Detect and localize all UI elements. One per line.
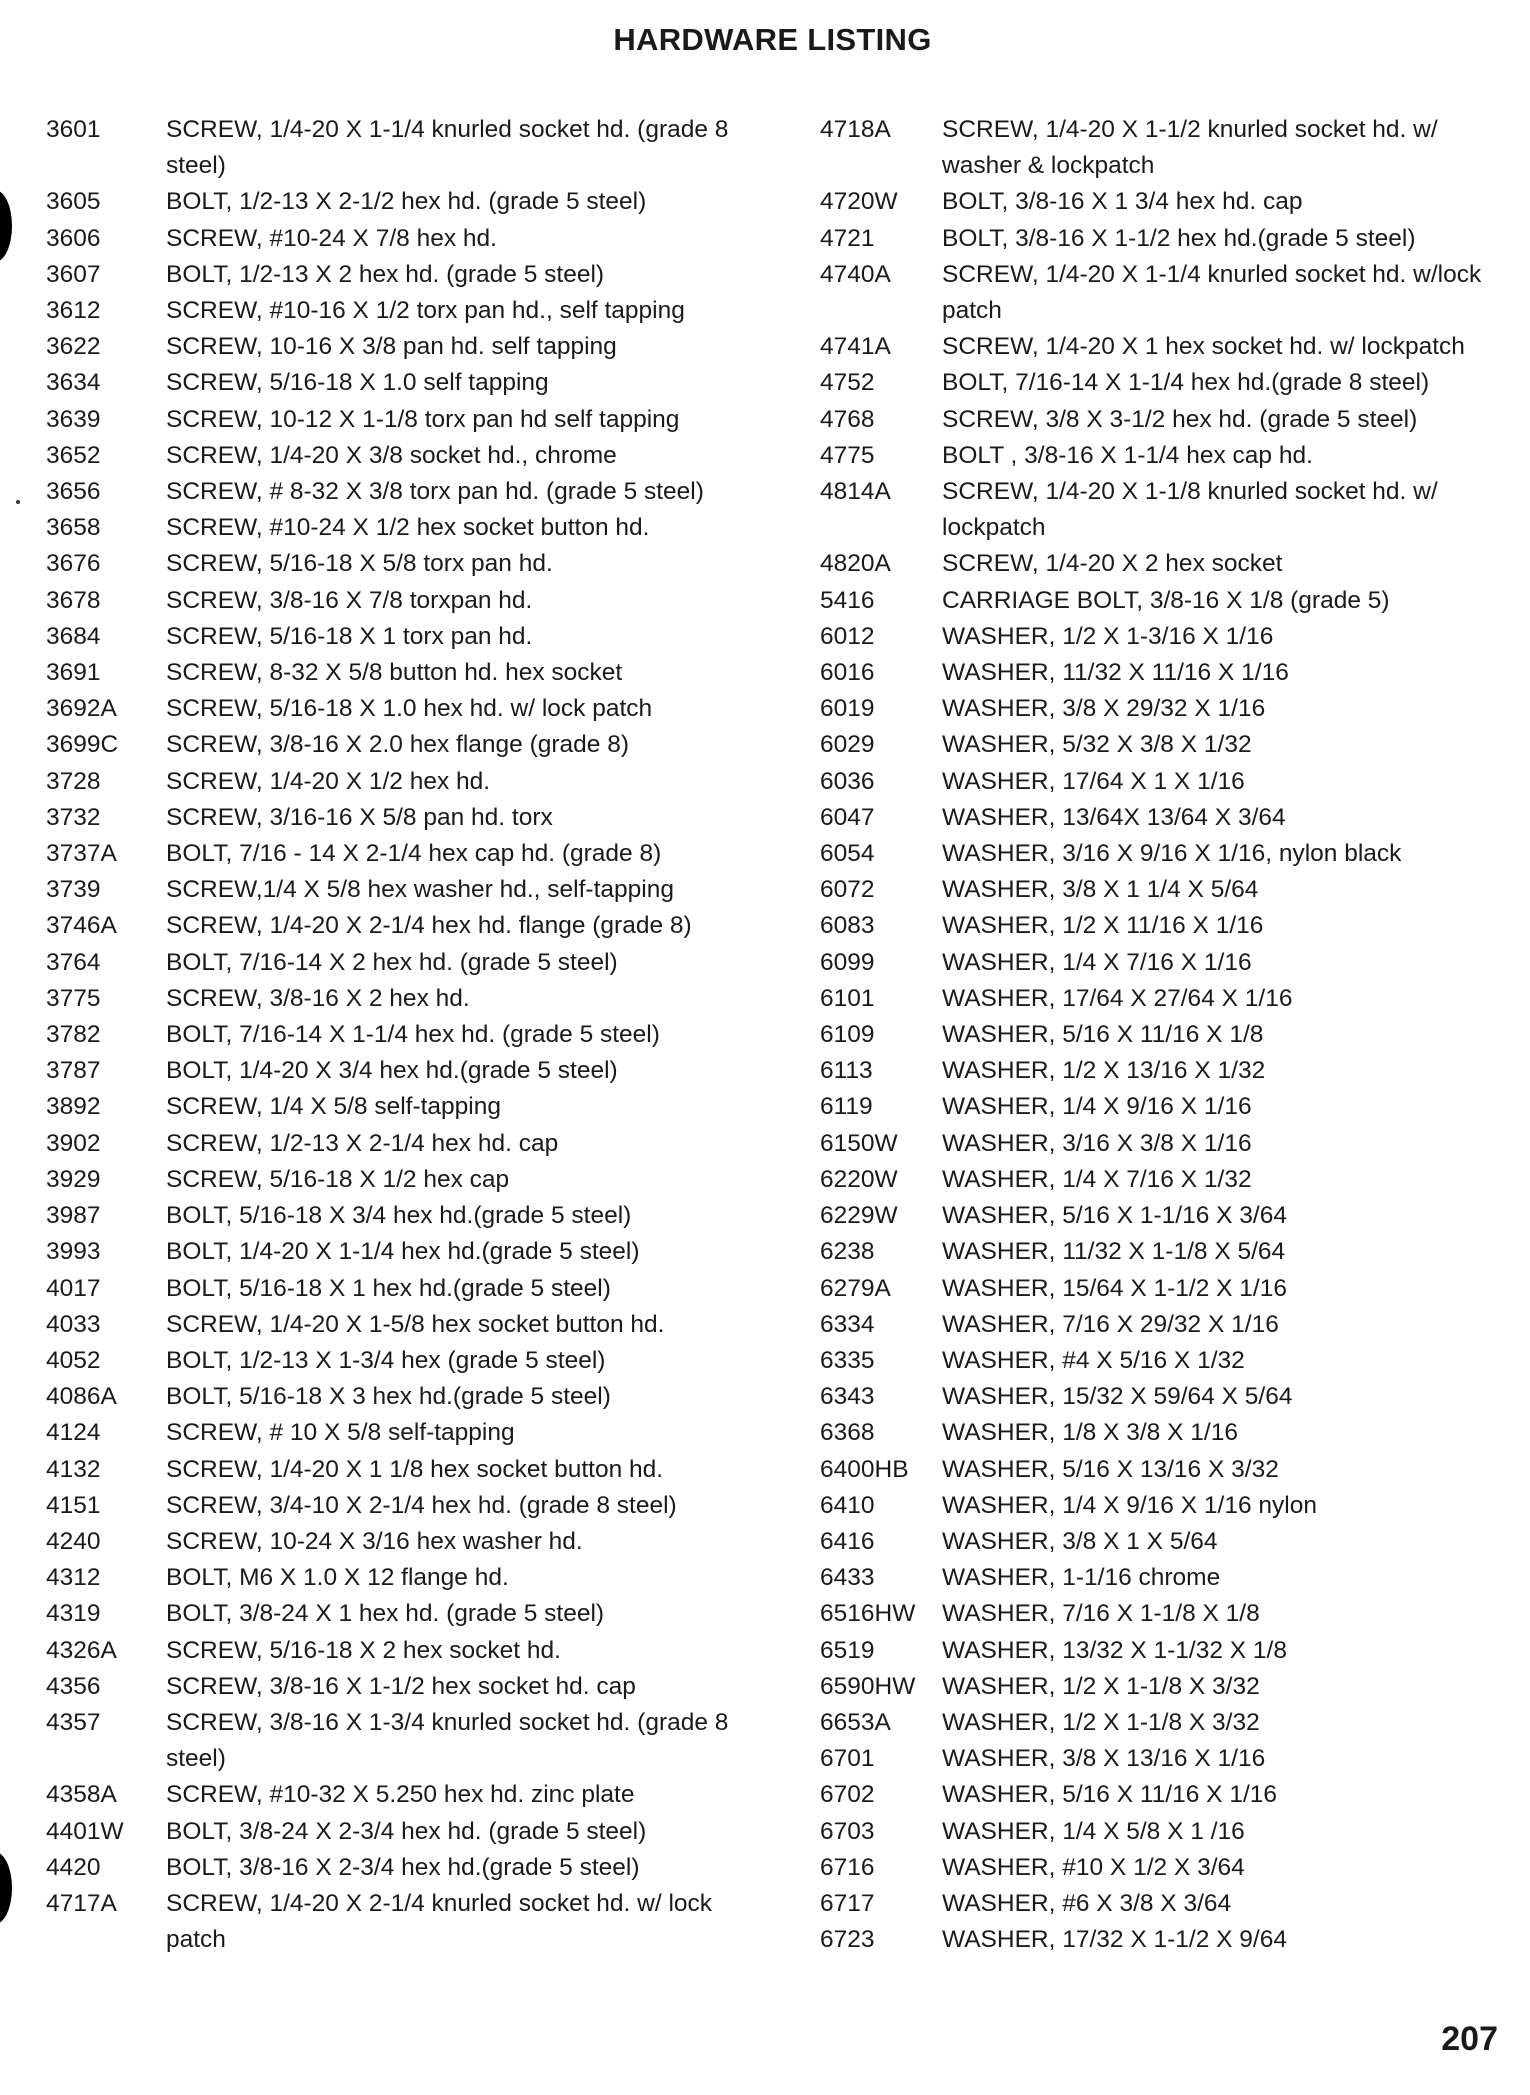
part-number: 3691 xyxy=(46,659,101,687)
part-description: SCREW, #10-16 X 1/2 torx pan hd., self tapping xyxy=(166,297,685,325)
part-description: SCREW, 1/4-20 X 2-1/4 hex hd. flange (grade 8) xyxy=(166,912,692,940)
hardware-row xyxy=(46,402,746,438)
part-description: WASHER, 3/8 X 13/16 X 1/16 xyxy=(942,1745,1266,1773)
part-number: 3601 xyxy=(46,116,101,143)
hardware-row xyxy=(820,1198,1500,1234)
part-number: 3902 xyxy=(46,1129,101,1157)
hardware-row xyxy=(820,1560,1500,1596)
part-description: BOLT, 1/2-13 X 2-1/2 hex hd. (grade 5 steel) xyxy=(166,188,647,216)
part-number: 6368 xyxy=(820,1419,875,1447)
part-description: BOLT, 3/8-24 X 1 hex hd. (grade 5 steel) xyxy=(166,1600,605,1628)
part-number: 3639 xyxy=(46,405,101,433)
hardware-row xyxy=(46,800,746,836)
part-description: WASHER, 13/32 X 1-1/32 X 1/8 xyxy=(942,1636,1287,1664)
hardware-row xyxy=(46,1452,746,1488)
part-description: WASHER, 17/64 X 27/64 X 1/16 xyxy=(942,984,1293,1012)
part-description: SCREW,1/4 X 5/8 hex washer hd., self-tapping xyxy=(166,876,674,904)
hardware-row xyxy=(46,1705,746,1777)
part-description: WASHER, 3/8 X 1 X 5/64 xyxy=(942,1527,1218,1555)
part-description: WASHER, 15/32 X 59/64 X 5/64 xyxy=(942,1383,1293,1411)
hardware-row xyxy=(46,365,746,401)
hardware-row xyxy=(46,1814,746,1850)
part-description: SCREW, 5/16-18 X 5/8 torx pan hd. xyxy=(166,550,553,578)
part-description: SCREW, 1/4-20 X 1-5/8 hex socket button hd. xyxy=(166,1310,665,1338)
hardware-row xyxy=(820,329,1500,365)
hardware-list-left-column xyxy=(46,112,746,1958)
hardware-row xyxy=(820,945,1500,981)
part-description: SCREW, 3/8-16 X 1-1/2 hex socket hd. cap xyxy=(166,1672,636,1700)
hardware-row xyxy=(46,546,746,582)
hardware-row xyxy=(820,365,1500,401)
part-number: 4052 xyxy=(46,1346,101,1374)
part-description: SCREW, 1/4-20 X 2-1/4 knurled socket hd. w/ lock patch xyxy=(166,1889,713,1954)
hardware-row xyxy=(46,945,746,981)
page-number: 207 xyxy=(1441,2020,1498,2058)
part-number: 6433 xyxy=(820,1564,875,1592)
part-number: 6083 xyxy=(820,912,875,940)
part-description: BOLT, 3/8-16 X 1-1/2 hex hd.(grade 5 steel) xyxy=(942,224,1416,252)
hardware-row xyxy=(46,1053,746,1089)
hardware-row xyxy=(820,1307,1500,1343)
part-number: 6238 xyxy=(820,1238,875,1266)
part-number: 6717 xyxy=(820,1889,875,1917)
hardware-row xyxy=(820,691,1500,727)
hardware-row xyxy=(820,1379,1500,1415)
hardware-row xyxy=(820,981,1500,1017)
part-description: CARRIAGE BOLT, 3/8-16 X 1/8 (grade 5) xyxy=(942,586,1390,614)
part-number: 4356 xyxy=(46,1672,101,1700)
hardware-row xyxy=(820,1162,1500,1198)
part-description: WASHER, 1/2 X 13/16 X 1/32 xyxy=(942,1057,1266,1085)
hardware-row xyxy=(820,727,1500,763)
part-description: WASHER, 7/16 X 1-1/8 X 1/8 xyxy=(942,1600,1260,1628)
part-number: 6229W xyxy=(820,1202,898,1230)
part-description: SCREW, 3/8-16 X 2 hex hd. xyxy=(166,984,470,1012)
hardware-row xyxy=(46,1886,746,1958)
part-number: 6400HB xyxy=(820,1455,909,1483)
hardware-row xyxy=(820,1814,1500,1850)
part-description: SCREW, 5/16-18 X 1.0 hex hd. w/ lock patch xyxy=(166,695,653,723)
hardware-row xyxy=(820,908,1500,944)
part-number: 4741A xyxy=(820,333,891,361)
part-number: 4326A xyxy=(46,1636,117,1664)
hardware-row xyxy=(820,221,1500,257)
part-number: 6334 xyxy=(820,1310,875,1338)
part-number: 3787 xyxy=(46,1057,101,1085)
hardware-row xyxy=(820,836,1500,872)
part-number: 4721 xyxy=(820,224,875,252)
part-number: 3929 xyxy=(46,1165,101,1193)
hardware-row xyxy=(46,1415,746,1451)
part-description: BOLT, 1/4-20 X 1-1/4 hex hd.(grade 5 steel) xyxy=(166,1238,640,1266)
part-description: WASHER, 1/4 X 9/16 X 1/16 xyxy=(942,1093,1252,1121)
part-number: 6590HW xyxy=(820,1672,916,1700)
part-description: BOLT, 7/16-14 X 2 hex hd. (grade 5 steel) xyxy=(166,948,618,976)
part-number: 4033 xyxy=(46,1310,101,1338)
part-number: 6099 xyxy=(820,948,875,976)
part-number: 6036 xyxy=(820,767,875,795)
part-number: 3622 xyxy=(46,333,101,361)
part-number: 3746A xyxy=(46,912,117,940)
part-number: 6516HW xyxy=(820,1600,916,1628)
hardware-row xyxy=(820,619,1500,655)
part-number: 3728 xyxy=(46,767,101,795)
hardware-row xyxy=(820,474,1500,546)
scan-speck xyxy=(16,500,20,504)
hardware-row xyxy=(46,474,746,510)
part-number: 3782 xyxy=(46,1021,101,1049)
page-title: HARDWARE LISTING xyxy=(613,22,932,57)
part-description: BOLT, 7/16-14 X 1-1/4 hex hd.(grade 8 steel) xyxy=(942,369,1430,397)
part-number: 4151 xyxy=(46,1491,101,1519)
part-description: SCREW, 1/2-13 X 2-1/4 hex hd. cap xyxy=(166,1129,559,1157)
part-description: WASHER, 3/16 X 9/16 X 1/16, nylon black xyxy=(942,840,1402,868)
part-description: WASHER, 1/4 X 7/16 X 1/32 xyxy=(942,1165,1252,1193)
part-number: 6019 xyxy=(820,695,875,723)
part-number: 3676 xyxy=(46,550,101,578)
part-description: SCREW, 3/8 X 3-1/2 hex hd. (grade 5 steel) xyxy=(942,405,1418,433)
part-description: SCREW, 1/4-20 X 1 1/8 hex socket button hd. xyxy=(166,1455,664,1483)
hardware-row xyxy=(46,1307,746,1343)
part-description: WASHER, #10 X 1/2 X 3/64 xyxy=(942,1853,1245,1881)
part-number: 4718A xyxy=(820,116,891,143)
part-number: 4357 xyxy=(46,1708,101,1736)
hardware-row xyxy=(820,872,1500,908)
hardware-row xyxy=(46,1777,746,1813)
part-description: SCREW, 1/4-20 X 2 hex socket xyxy=(942,550,1283,578)
part-number: 4775 xyxy=(820,441,875,469)
hardware-row xyxy=(820,583,1500,619)
part-description: SCREW, 8-32 X 5/8 button hd. hex socket xyxy=(166,659,623,687)
part-number: 4017 xyxy=(46,1274,101,1302)
part-number: 6150W xyxy=(820,1129,898,1157)
part-description: WASHER, 5/16 X 11/16 X 1/8 xyxy=(942,1021,1264,1049)
hardware-row xyxy=(46,691,746,727)
part-description: SCREW, 3/8-16 X 2.0 hex flange (grade 8) xyxy=(166,731,630,759)
hardware-row xyxy=(46,293,746,329)
part-number: 3684 xyxy=(46,622,101,650)
part-description: BOLT, 1/2-13 X 2 hex hd. (grade 5 steel) xyxy=(166,260,605,288)
hardware-list-right-column xyxy=(820,112,1500,1958)
hardware-row xyxy=(46,764,746,800)
part-description: BOLT, 3/8-16 X 1 3/4 hex hd. cap xyxy=(942,188,1303,216)
hardware-row xyxy=(46,908,746,944)
hardware-row xyxy=(820,1596,1500,1632)
hardware-row xyxy=(46,619,746,655)
part-number: 6072 xyxy=(820,876,875,904)
part-number: 4240 xyxy=(46,1527,101,1555)
part-number: 4814A xyxy=(820,478,891,506)
part-number: 3737A xyxy=(46,840,117,868)
part-description: WASHER, 13/64X 13/64 X 3/64 xyxy=(942,803,1286,831)
part-description: BOLT, 3/8-16 X 2-3/4 hex hd.(grade 5 steel) xyxy=(166,1853,640,1881)
hardware-row xyxy=(820,1777,1500,1813)
part-number: 6335 xyxy=(820,1346,875,1374)
hardware-row xyxy=(46,112,746,184)
part-description: SCREW, 1/4 X 5/8 self-tapping xyxy=(166,1093,501,1121)
part-description: SCREW, # 8-32 X 3/8 torx pan hd. (grade 5 steel) xyxy=(166,478,704,506)
hardware-row xyxy=(820,1017,1500,1053)
part-description: SCREW, 1/4-20 X 1-1/4 knurled socket hd. (grade 8 steel) xyxy=(166,116,729,180)
part-description: SCREW, 10-16 X 3/8 pan hd. self tapping xyxy=(166,333,617,361)
part-number: 3699C xyxy=(46,731,119,759)
hardware-row xyxy=(46,1234,746,1270)
part-number: 4717A xyxy=(46,1889,117,1917)
part-number: 4768 xyxy=(820,405,875,433)
part-number: 3775 xyxy=(46,984,101,1012)
hardware-row xyxy=(820,1271,1500,1307)
part-description: WASHER, 17/64 X 1 X 1/16 xyxy=(942,767,1245,795)
part-description: SCREW, 3/8-16 X 7/8 torxpan hd. xyxy=(166,586,533,614)
part-number: 4312 xyxy=(46,1564,101,1592)
part-number: 3658 xyxy=(46,514,101,542)
hardware-row xyxy=(46,438,746,474)
hardware-row xyxy=(46,221,746,257)
hardware-row xyxy=(46,1524,746,1560)
hardware-row xyxy=(820,1488,1500,1524)
hardware-row xyxy=(820,1053,1500,1089)
hardware-row xyxy=(820,1452,1500,1488)
part-number: 4086A xyxy=(46,1383,117,1411)
hardware-row xyxy=(820,1850,1500,1886)
part-number: 6109 xyxy=(820,1021,875,1049)
part-description: WASHER, 11/32 X 1-1/8 X 5/64 xyxy=(942,1238,1286,1266)
part-number: 6113 xyxy=(820,1057,873,1085)
part-number: 6012 xyxy=(820,622,875,650)
part-number: 3732 xyxy=(46,803,101,831)
part-description: BOLT, 5/16-18 X 1 hex hd.(grade 5 steel) xyxy=(166,1274,611,1302)
part-description: BOLT, 5/16-18 X 3/4 hex hd.(grade 5 steel) xyxy=(166,1202,632,1230)
part-number: 4752 xyxy=(820,369,875,397)
hardware-row xyxy=(820,764,1500,800)
hardware-row xyxy=(46,1379,746,1415)
part-number: 4740A xyxy=(820,260,891,288)
hardware-row xyxy=(46,257,746,293)
hardware-row xyxy=(46,1343,746,1379)
hardware-row xyxy=(46,1596,746,1632)
part-description: WASHER, 15/64 X 1-1/2 X 1/16 xyxy=(942,1274,1287,1302)
hardware-row xyxy=(46,510,746,546)
part-description: WASHER, 5/16 X 13/16 X 3/32 xyxy=(942,1455,1279,1483)
hardware-row xyxy=(820,1886,1500,1922)
part-number: 3692A xyxy=(46,695,117,723)
hardware-row xyxy=(820,1741,1500,1777)
hardware-row xyxy=(820,800,1500,836)
part-number: 3764 xyxy=(46,948,101,976)
part-number: 4720W xyxy=(820,188,898,216)
part-description: BOLT, 3/8-24 X 2-3/4 hex hd. (grade 5 steel) xyxy=(166,1817,647,1845)
part-number: 6702 xyxy=(820,1781,875,1809)
part-description: BOLT, 7/16 - 14 X 2-1/4 hex cap hd. (grade 8) xyxy=(166,840,662,868)
part-description: WASHER, 17/32 X 1-1/2 X 9/64 xyxy=(942,1926,1287,1954)
hardware-row xyxy=(46,583,746,619)
part-description: SCREW, 5/16-18 X 1.0 self tapping xyxy=(166,369,549,397)
part-description: SCREW, #10-32 X 5.250 hex hd. zinc plate xyxy=(166,1781,635,1809)
part-number: 6716 xyxy=(820,1853,875,1881)
part-description: WASHER, 1/4 X 9/16 X 1/16 nylon xyxy=(942,1491,1317,1519)
part-description: SCREW, # 10 X 5/8 self-tapping xyxy=(166,1419,515,1447)
part-number: 6047 xyxy=(820,803,875,831)
part-number: 6703 xyxy=(820,1817,875,1845)
part-description: SCREW, 5/16-18 X 1 torx pan hd. xyxy=(166,622,533,650)
part-description: WASHER, 1/2 X 1-3/16 X 1/16 xyxy=(942,622,1274,650)
hardware-row xyxy=(820,1524,1500,1560)
hardware-row xyxy=(46,872,746,908)
part-number: 3652 xyxy=(46,441,101,469)
hardware-row xyxy=(46,1850,746,1886)
part-description: WASHER, #6 X 3/8 X 3/64 xyxy=(942,1889,1232,1917)
part-description: WASHER, 1/2 X 1-1/8 X 3/32 xyxy=(942,1708,1260,1736)
part-description: WASHER, 11/32 X 11/16 X 1/16 xyxy=(942,659,1289,687)
part-number: 3634 xyxy=(46,369,101,397)
part-description: WASHER, #4 X 5/16 X 1/32 xyxy=(942,1346,1245,1374)
part-number: 6119 xyxy=(820,1093,873,1121)
part-number: 4358A xyxy=(46,1781,117,1809)
hardware-row xyxy=(46,1162,746,1198)
hardware-row xyxy=(46,1271,746,1307)
part-description: SCREW, 10-12 X 1-1/8 torx pan hd self tapping xyxy=(166,405,680,433)
part-description: SCREW, 10-24 X 3/16 hex washer hd. xyxy=(166,1527,583,1555)
binder-hole xyxy=(0,1852,12,1924)
hardware-row xyxy=(46,836,746,872)
part-number: 6723 xyxy=(820,1926,875,1954)
hardware-row xyxy=(820,1922,1500,1958)
part-number: 6343 xyxy=(820,1383,875,1411)
part-description: WASHER, 1/2 X 11/16 X 1/16 xyxy=(942,912,1264,940)
part-number: 4132 xyxy=(46,1455,101,1483)
part-description: SCREW, 1/4-20 X 1-1/4 knurled socket hd. w/lock patch xyxy=(942,260,1482,325)
part-description: BOLT, 5/16-18 X 3 hex hd.(grade 5 steel) xyxy=(166,1383,611,1411)
part-description: SCREW, 5/16-18 X 1/2 hex cap xyxy=(166,1165,510,1193)
hardware-row xyxy=(820,112,1500,184)
part-description: BOLT , 3/8-16 X 1-1/4 hex cap hd. xyxy=(942,441,1313,469)
part-number: 4420 xyxy=(46,1853,101,1881)
hardware-row xyxy=(820,1343,1500,1379)
hardware-row xyxy=(46,1198,746,1234)
part-number: 6016 xyxy=(820,659,875,687)
part-description: WASHER, 3/16 X 3/8 X 1/16 xyxy=(942,1129,1252,1157)
part-description: WASHER, 1/4 X 5/8 X 1 /16 xyxy=(942,1817,1245,1845)
part-description: WASHER, 5/16 X 1-1/16 X 3/64 xyxy=(942,1202,1287,1230)
hardware-row xyxy=(46,1560,746,1596)
part-number: 6279A xyxy=(820,1274,891,1302)
part-number: 6701 xyxy=(820,1745,875,1773)
hardware-row xyxy=(46,1017,746,1053)
part-number: 4319 xyxy=(46,1600,101,1628)
part-description: WASHER, 1/8 X 3/8 X 1/16 xyxy=(942,1419,1238,1447)
hardware-row xyxy=(46,727,746,763)
part-number: 6029 xyxy=(820,731,875,759)
part-description: BOLT, 7/16-14 X 1-1/4 hex hd. (grade 5 steel) xyxy=(166,1021,660,1049)
part-number: 3656 xyxy=(46,478,101,506)
hardware-row xyxy=(46,1488,746,1524)
hardware-row xyxy=(46,1126,746,1162)
hardware-row xyxy=(46,1669,746,1705)
part-number: 5416 xyxy=(820,586,875,614)
part-number: 3606 xyxy=(46,224,101,252)
part-description: SCREW, 3/8-16 X 1-3/4 knurled socket hd. (grade 8 steel) xyxy=(166,1708,729,1773)
part-number: 6410 xyxy=(820,1491,875,1519)
hardware-row xyxy=(820,1234,1500,1270)
hardware-row xyxy=(820,1415,1500,1451)
hardware-row xyxy=(820,655,1500,691)
part-number: 3605 xyxy=(46,188,101,216)
part-description: SCREW, 1/4-20 X 1-1/2 knurled socket hd. w/ washer & lockpatch xyxy=(942,116,1438,180)
part-description: WASHER, 5/32 X 3/8 X 1/32 xyxy=(942,731,1252,759)
part-number: 3678 xyxy=(46,586,101,614)
part-number: 4401W xyxy=(46,1817,124,1845)
hardware-row xyxy=(820,1633,1500,1669)
hardware-row xyxy=(820,438,1500,474)
part-description: WASHER, 3/8 X 29/32 X 1/16 xyxy=(942,695,1266,723)
part-number: 3612 xyxy=(46,297,101,325)
hardware-row xyxy=(46,655,746,691)
part-description: SCREW, 1/4-20 X 1-1/8 knurled socket hd. w/ lockpatch xyxy=(942,478,1438,542)
part-description: SCREW, #10-24 X 1/2 hex socket button hd. xyxy=(166,514,650,542)
hardware-row xyxy=(46,184,746,220)
part-description: WASHER, 1/2 X 1-1/8 X 3/32 xyxy=(942,1672,1260,1700)
part-number: 6653A xyxy=(820,1708,891,1736)
part-number: 3607 xyxy=(46,260,101,288)
part-description: WASHER, 1/4 X 7/16 X 1/16 xyxy=(942,948,1252,976)
part-description: BOLT, 1/2-13 X 1-3/4 hex (grade 5 steel) xyxy=(166,1346,606,1374)
part-description: SCREW, 3/16-16 X 5/8 pan hd. torx xyxy=(166,803,553,831)
part-number: 6416 xyxy=(820,1527,875,1555)
hardware-row xyxy=(46,1089,746,1125)
part-description: SCREW, 3/4-10 X 2-1/4 hex hd. (grade 8 steel) xyxy=(166,1491,677,1519)
hardware-row xyxy=(820,1089,1500,1125)
hardware-row xyxy=(820,1705,1500,1741)
part-number: 3739 xyxy=(46,876,101,904)
hardware-row xyxy=(820,1126,1500,1162)
part-number: 4124 xyxy=(46,1419,101,1447)
hardware-row xyxy=(46,981,746,1017)
part-number: 6101 xyxy=(820,984,875,1012)
part-description: SCREW, 1/4-20 X 3/8 socket hd., chrome xyxy=(166,441,617,469)
hardware-row xyxy=(820,1669,1500,1705)
part-number: 3993 xyxy=(46,1238,101,1266)
hardware-row xyxy=(820,402,1500,438)
part-description: SCREW, 1/4-20 X 1/2 hex hd. xyxy=(166,767,491,795)
part-description: BOLT, 1/4-20 X 3/4 hex hd.(grade 5 steel) xyxy=(166,1057,618,1085)
hardware-row xyxy=(820,546,1500,582)
part-description: BOLT, M6 X 1.0 X 12 flange hd. xyxy=(166,1564,509,1592)
part-description: WASHER, 7/16 X 29/32 X 1/16 xyxy=(942,1310,1279,1338)
part-number: 6220W xyxy=(820,1165,898,1193)
part-description: WASHER, 5/16 X 11/16 X 1/16 xyxy=(942,1781,1278,1809)
hardware-row xyxy=(820,257,1500,329)
part-number: 3892 xyxy=(46,1093,101,1121)
part-description: SCREW, 5/16-18 X 2 hex socket hd. xyxy=(166,1636,561,1664)
part-number: 6054 xyxy=(820,840,875,868)
part-description: WASHER, 3/8 X 1 1/4 X 5/64 xyxy=(942,876,1259,904)
hardware-row xyxy=(46,329,746,365)
part-description: WASHER, 1-1/16 chrome xyxy=(942,1564,1221,1592)
binder-hole xyxy=(0,190,12,262)
part-description: SCREW, #10-24 X 7/8 hex hd. xyxy=(166,224,497,252)
hardware-row xyxy=(820,184,1500,220)
part-number: 3987 xyxy=(46,1202,101,1230)
part-description: SCREW, 1/4-20 X 1 hex socket hd. w/ lockpatch xyxy=(942,333,1465,361)
hardware-row xyxy=(46,1633,746,1669)
part-number: 4820A xyxy=(820,550,891,578)
part-number: 6519 xyxy=(820,1636,875,1664)
